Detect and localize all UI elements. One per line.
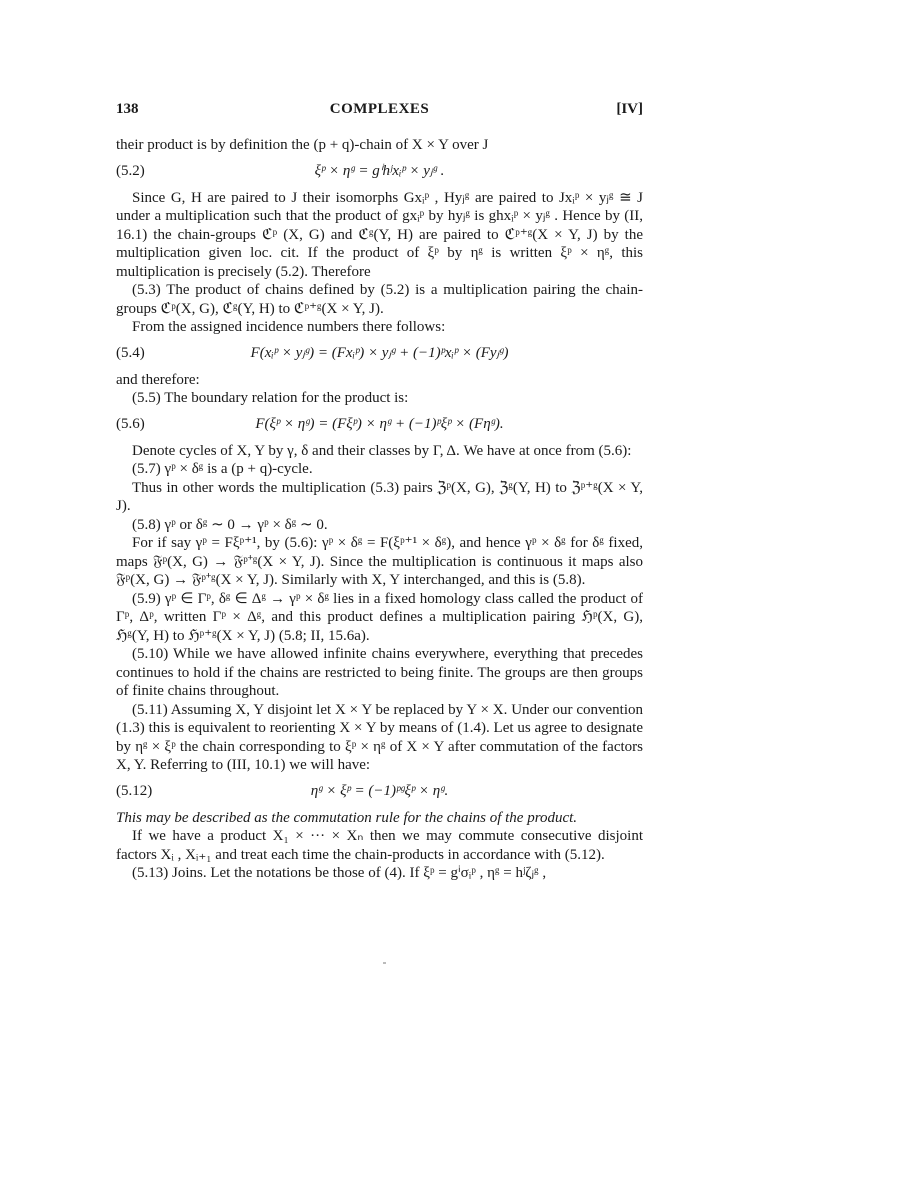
equation-formula: ξᵖ × ηᵍ = gⁱhʲxᵢᵖ × yⱼᵍ . <box>314 162 445 179</box>
equation-number: (5.6) <box>116 415 145 432</box>
page-body <box>116 136 643 883</box>
paragraph: (5.13) Joins. Let the notations be those of (4). If ξᵖ = gⁱσᵢᵖ , ηᵍ = hʲζⱼᵍ , <box>132 865 547 881</box>
equation-number: (5.12) <box>116 782 153 799</box>
equation <box>116 412 643 436</box>
paragraph: (5.8) γᵖ or δᵍ ∼ 0 → γᵖ × δᵍ ∼ 0. <box>132 516 328 533</box>
equation-formula: F(xᵢᵖ × yⱼᵍ) = (Fxᵢᵖ) × yⱼᵍ + (−1)ᵖxᵢᵖ × (Fyⱼᵍ) <box>250 344 509 361</box>
scan-speck <box>383 962 386 964</box>
paragraph: their product is by definition the (p + q)-chain of X × Y over J <box>116 137 489 153</box>
paragraph: If we have a product X₁ × ··· × Xₙ then we may commute consecutive disjoint factors Xᵢ , Xᵢ₊₁ and treat each time the chain-products in accordance with (5.12). <box>116 828 643 863</box>
paragraph: Denote cycles of X, Y by γ, δ and their classes by Γ, Δ. We have at once from (5.6): <box>132 442 632 459</box>
equation-formula: ηᵍ × ξᵖ = (−1)ᵖᵍξᵖ × ηᵍ. <box>310 782 449 799</box>
paragraph: and therefore: <box>116 371 200 388</box>
equation-number: (5.4) <box>116 344 145 361</box>
paragraph: Since G, H are paired to J their isomorphs Gxᵢᵖ , Hyⱼᵍ are paired to Jxᵢᵖ × yⱼᵍ ≅ J under a multiplication such that the product of gxᵢᵖ by hyⱼᵍ is ghxᵢᵖ × yⱼᵍ . Hence by (II, 16.1) the chain-groups ℭᵖ (X, G) and ℭᵍ(Y, H) are paired to ℭᵖ⁺ᵍ(X × Y, J) by the multiplication given loc. cit. If the product of ξᵖ by ηᵍ is written ξᵖ × ηᵍ, this multiplication is precisely (5.2). Therefore <box>116 189 643 280</box>
equation-number: (5.2) <box>116 162 145 179</box>
page-number: 138 <box>116 101 139 117</box>
equation <box>116 779 643 803</box>
paragraph: (5.11) Assuming X, Y disjoint let X × Y be replaced by Y × X. Under our convention (1.3) this is equivalent to reorienting X × Y by means of (1.4). Let us agree to designate by ηᵍ × ξᵖ the chain corresponding to ξᵖ × ηᵍ of X × Y after commutation of the factors X, Y. Referring to (III, 10.1) we will have: <box>116 701 643 773</box>
paragraph: (5.7) γᵖ × δᵍ is a (p + q)-cycle. <box>132 461 313 477</box>
chapter-label: [IV] <box>616 101 643 117</box>
equation <box>116 341 643 365</box>
paragraph: This may be described as the commutation rule for the chains of the product. <box>116 809 578 826</box>
paragraph: (5.10) While we have allowed infinite chains everywhere, everything that precedes continues to hold if the chains are restricted to being finite. The groups are then groups of finite chains throughout. <box>116 646 643 699</box>
paragraph: (5.3) The product of chains defined by (5.2) is a multiplication pairing the chain-groups ℭᵖ(X, G), ℭᵍ(Y, H) to ℭᵖ⁺ᵍ(X × Y, J). <box>116 282 643 317</box>
paragraph: For if say γᵖ = Fξᵖ⁺¹, by (5.6): γᵖ × δᵍ = F(ξᵖ⁺¹ × δᵍ), and hence γᵖ × δᵍ for δᵍ fixed, maps 𝔉ᵖ(X, G) → 𝔉ᵖ⁺ᵍ(X × Y, J). Since the multiplication is continuous it maps also 𝔉ᵖ(X, G) → 𝔉ᵖ⁺ᵍ(X × Y, J). Similarly with X, Y interchanged, and this is (5.8). <box>116 535 643 588</box>
paragraph: Thus in other words the multiplication (5.3) pairs ℨᵖ(X, G), ℨᵍ(Y, H) to ℨᵖ⁺ᵍ(X × Y, J). <box>116 479 643 514</box>
equation-formula: F(ξᵖ × ηᵍ) = (Fξᵖ) × ηᵍ + (−1)ᵖξᵖ × (Fηᵍ). <box>255 415 504 432</box>
equation <box>116 159 643 183</box>
paragraph: From the assigned incidence numbers there follows: <box>132 319 446 335</box>
paragraph: (5.5) The boundary relation for the product is: <box>132 390 409 406</box>
paragraph: (5.9) γᵖ ∈ Γᵖ, δᵍ ∈ Δᵍ → γᵖ × δᵍ lies in a fixed homology class called the product of Γᵖ, Δᵖ, written Γᵖ × Δᵍ, and this product defines a multiplication pairing ℌᵖ(X, G), ℌᵍ(Y, H) to ℌᵖ⁺ᵍ(X × Y, J) (5.8; II, 15.6a). <box>116 590 643 644</box>
running-title: COMPLEXES <box>329 101 430 117</box>
running-header <box>116 101 643 121</box>
